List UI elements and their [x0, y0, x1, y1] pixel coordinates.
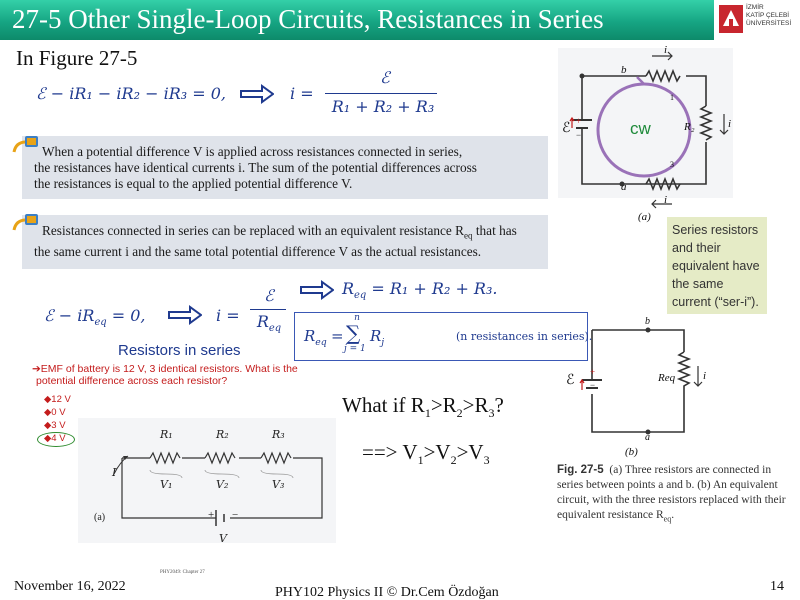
label-v3: V₃ — [272, 478, 285, 491]
figure-caption: Fig. 27-5 (a) Three resistors are connected in series between points a and b. (b) An equivalent circuit, with the three resistors replaced with their equivalent resistance $R_{eq}$. — [557, 464, 786, 524]
sigma-icon: ∑ — [346, 321, 361, 345]
panel-label: (a) — [94, 512, 106, 523]
label-v1: V₁ — [160, 478, 173, 491]
label-r2: R₂ — [684, 121, 695, 133]
panel-label: (a) — [638, 211, 651, 223]
label-r3: R₃ — [272, 428, 285, 441]
current-equation-numerator: ℰ — [380, 68, 390, 87]
answer-option[interactable]: ◆3 V — [44, 420, 66, 431]
answer-option[interactable]: ◆12 V — [44, 394, 71, 405]
answer-option-correct[interactable]: ◆4 V — [44, 433, 66, 444]
question-text: ➔EMF of battery is 12 V, 3 identical resistors. What is the potential difference across each resistor? — [32, 363, 298, 387]
answer-option[interactable]: ◆0 V — [44, 407, 66, 418]
sum-lower-limit: j = 1 — [344, 344, 366, 354]
req-general-note: (n resistances in series). — [456, 330, 593, 343]
implies-arrow-icon — [240, 84, 274, 104]
current-equation-lhs: i = — [290, 84, 314, 103]
battery-plus: + — [208, 509, 215, 521]
series-resistor-circuit-figure — [78, 418, 336, 543]
current-label-right: i — [728, 118, 732, 130]
footer-date: November 16, 2022 — [14, 579, 126, 594]
current-label-right: i — [703, 370, 707, 382]
intro-text: In Figure 27-5 — [16, 46, 138, 70]
label-r2: R₂ — [216, 428, 229, 441]
battery-minus: − — [232, 509, 239, 521]
label-req: Req — [658, 372, 676, 384]
pointing-hand-icon — [12, 212, 42, 234]
req-general-term: $R_j$ — [370, 327, 385, 348]
current-label-top: i — [664, 44, 668, 56]
label-r1: R₁ — [160, 428, 173, 441]
label-current-i: I — [112, 466, 117, 479]
label-v2: V₂ — [216, 478, 229, 491]
node-b-label: b — [645, 316, 650, 327]
university-name: İZMİR KATİP ÇELEBİ ÜNİVERSİTESİ — [746, 4, 792, 27]
req-general-equals: = — [331, 327, 344, 345]
university-emblem-icon — [718, 4, 744, 34]
current-equation-denominator: R₁ + R₂ + R₃ — [331, 97, 435, 116]
series-current-callout: Series resistors and their equivalent have the same current (“ser-i”). — [667, 217, 767, 314]
loop-point-3-label: 3 — [670, 160, 674, 169]
footer-course: PHY102 Physics II © Dr.Cem Özdoğan — [275, 585, 499, 600]
series-note-box — [22, 136, 548, 199]
page-number: 14 — [770, 579, 784, 594]
fraction-bar — [250, 309, 286, 310]
sum-upper-limit: n — [354, 313, 360, 323]
what-if-question: What if $R_1>R_2>R_3$? — [342, 393, 504, 421]
battery-plus: + — [590, 367, 596, 377]
node-b-label: b — [621, 64, 627, 76]
battery-minus: − — [576, 130, 582, 140]
implies-arrow-icon — [300, 280, 334, 300]
loop-point-1-label: 1 — [670, 93, 674, 102]
equivalent-current-denominator: $R_{eq}$ — [256, 312, 282, 335]
note1-line3: the resistances is equal to the applied potential difference V. — [34, 176, 353, 191]
panel-label: (b) — [625, 446, 638, 458]
label-v: V — [219, 532, 227, 545]
pointing-hand-icon — [12, 134, 42, 156]
title-bar — [0, 0, 800, 40]
emf-label: ℰ — [562, 121, 571, 136]
fraction-bar — [325, 93, 437, 94]
note1-line1: When a potential difference V is applied across resistances connected in series, — [42, 144, 463, 159]
correct-answer-circle — [37, 432, 75, 447]
note2-line1: Resistances connected in series can be replaced with an equivalent resistance $R_{eq}$ that has — [42, 223, 517, 241]
slide-title: 27-5 Other Single-Loop Circuits, Resistances in Series — [12, 4, 604, 34]
node-a-label: a — [645, 432, 650, 443]
note1-line2: the resistances have identical currents i. The sum of the potential differences across — [34, 160, 477, 175]
req-sum-equation: $R_{eq} = R_1 + R_2 + R_3$. — [342, 279, 498, 302]
current-label-bottom: i — [664, 194, 668, 206]
battery-plus: + — [576, 116, 582, 126]
battery-minus: − — [590, 380, 596, 390]
resistors-in-series-label: Resistors in series — [118, 342, 241, 359]
emf-label: ℰ — [566, 373, 575, 388]
equivalent-current-lhs: i = — [216, 306, 240, 325]
equivalent-current-numerator: ℰ — [264, 286, 274, 305]
note2-line2: the same current i and the same total potential difference V as the actual resistances. — [34, 243, 482, 259]
implies-arrow-icon — [168, 305, 202, 325]
source-footer: PHY2049: Chapter 27 — [160, 570, 205, 575]
voltage-result: ==> $V_1>V_2>V_3$ — [362, 440, 490, 468]
req-general-lhs: $R_{eq}$ — [304, 327, 327, 348]
clockwise-label: cw — [630, 119, 651, 138]
loop-equation: ℰ − iR₁ − iR₂ − iR₃ = 0, — [36, 84, 226, 103]
equivalent-loop-equation: ℰ − $iR_{eq} = 0$, — [44, 306, 146, 329]
equivalent-note-box — [22, 215, 548, 269]
university-logo — [714, 0, 800, 40]
node-a-label: a — [621, 181, 627, 193]
